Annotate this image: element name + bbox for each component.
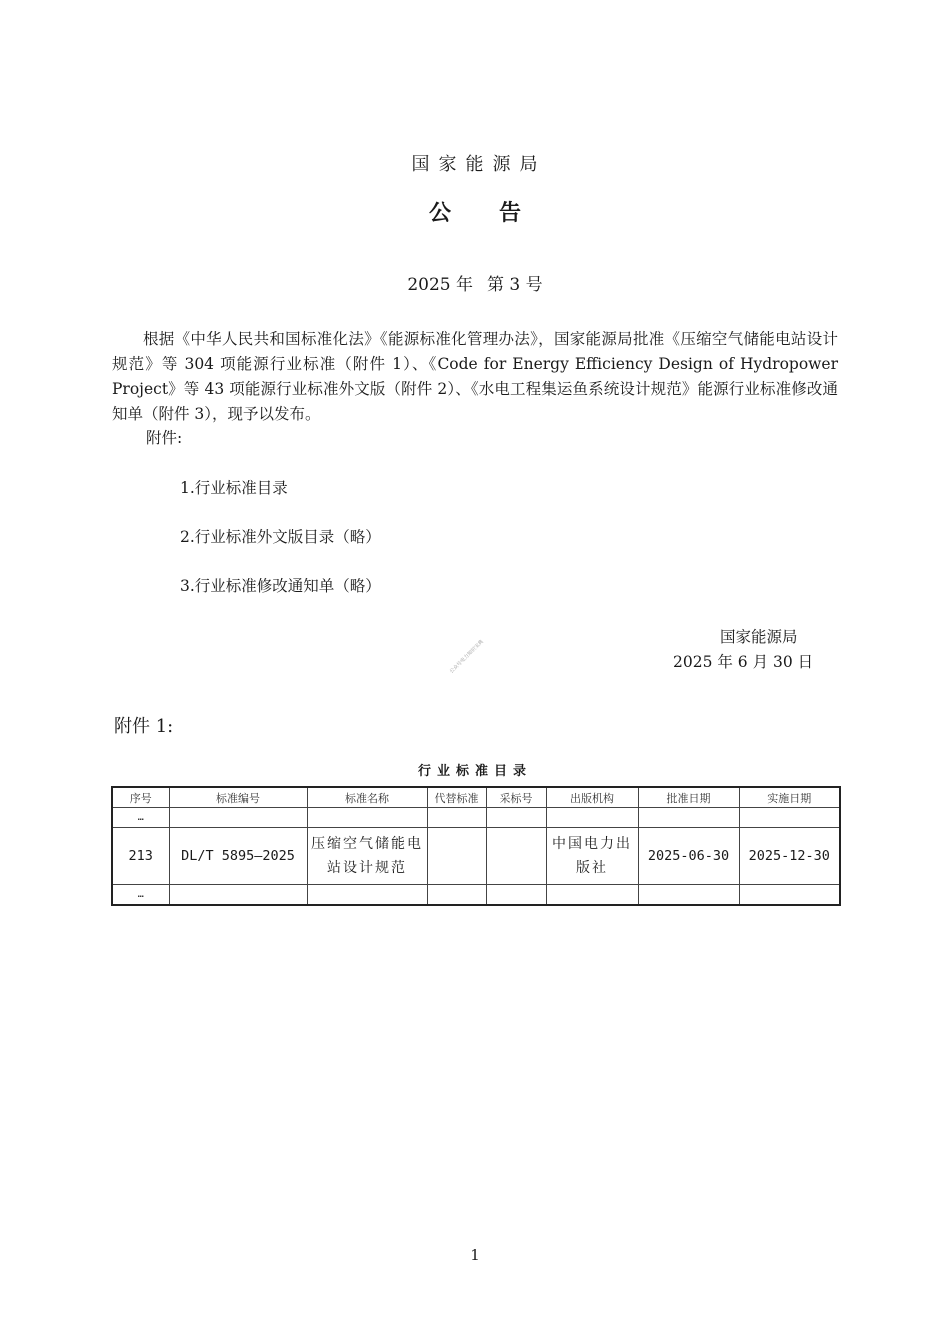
col-header-approval-date: 批准日期 <box>638 787 739 808</box>
cell-publisher: 中国电力出版社 <box>546 828 638 885</box>
cell-approval-date <box>638 885 739 906</box>
attachment-item-3: 3.行业标准修改通知单（略） <box>180 577 381 595</box>
col-header-effective-date: 实施日期 <box>739 787 840 808</box>
cell-adopted-number <box>486 808 546 828</box>
document-type-title <box>0 196 950 227</box>
cell-adopted-number <box>486 828 546 885</box>
cell-effective-date: 2025-12-30 <box>739 828 840 885</box>
table-row <box>112 808 840 828</box>
announcement-body <box>112 327 838 427</box>
signature-date: 2025 年 6 月 30 日 <box>673 653 814 671</box>
issue-serial: 第 3 号 <box>487 275 543 295</box>
cell-standard-number <box>169 808 307 828</box>
cell-publisher <box>546 808 638 828</box>
cell-standard-name <box>307 885 427 906</box>
col-header-replaced-standard: 代替标准 <box>427 787 486 808</box>
table-row <box>112 828 840 885</box>
notice-char-1: 公 <box>428 201 451 226</box>
page-number: 1 <box>470 1246 480 1264</box>
notice-char-2: 告 <box>499 201 522 226</box>
cell-standard-name <box>307 808 427 828</box>
cell-effective-date <box>739 808 840 828</box>
cell-seq: 213 <box>112 828 169 885</box>
col-header-standard-name: 标准名称 <box>307 787 427 808</box>
table-title: 行业标准目录 <box>417 764 532 779</box>
cell-adopted-number <box>486 885 546 906</box>
col-header-adopted-number: 采标号 <box>486 787 546 808</box>
cell-approval-date <box>638 808 739 828</box>
cell-standard-name: 压缩空气储能电站设计规范 <box>307 828 427 885</box>
standards-table <box>111 786 841 906</box>
signature-organization: 国家能源局 <box>720 628 798 646</box>
cell-replaced-standard <box>427 808 486 828</box>
cell-replaced-standard <box>427 828 486 885</box>
cell-approval-date: 2025-06-30 <box>638 828 739 885</box>
cell-seq: … <box>112 885 169 906</box>
cell-publisher <box>546 885 638 906</box>
attachments-label: 附件: <box>146 429 183 447</box>
watermark: 公众号电力知识宝典 <box>448 638 485 675</box>
issue-number <box>0 270 950 295</box>
attachment-1-label: 附件 1: <box>114 716 174 737</box>
announcement-paragraph: 根据《中华人民共和国标准化法》《能源标准化管理办法》，国家能源局批准《压缩空气储能电站设计规范》等 304 项能源行业标准（附件 1）、《Code for Energy Efficiency Design of Hydropower Project》等 43 项能源行业标准外文版（附件 2）、《水电工程集运鱼系统设计规范》能源行业标准修改通知单（附件 3），现予以发布。 <box>112 330 838 423</box>
table-header-row <box>112 787 840 808</box>
agency-heading: 国家能源局 <box>411 154 547 175</box>
cell-replaced-standard <box>427 885 486 906</box>
table-row <box>112 885 840 906</box>
issue-year: 2025 年 <box>407 275 474 295</box>
col-header-standard-number: 标准编号 <box>169 787 307 808</box>
cell-seq: … <box>112 808 169 828</box>
cell-standard-number: DL/T 5895—2025 <box>169 828 307 885</box>
attachment-item-2: 2.行业标准外文版目录（略） <box>180 528 381 546</box>
col-header-publisher: 出版机构 <box>546 787 638 808</box>
cell-effective-date <box>739 885 840 906</box>
cell-standard-number <box>169 885 307 906</box>
col-header-seq: 序号 <box>112 787 169 808</box>
attachment-item-1: 1.行业标准目录 <box>180 479 288 497</box>
